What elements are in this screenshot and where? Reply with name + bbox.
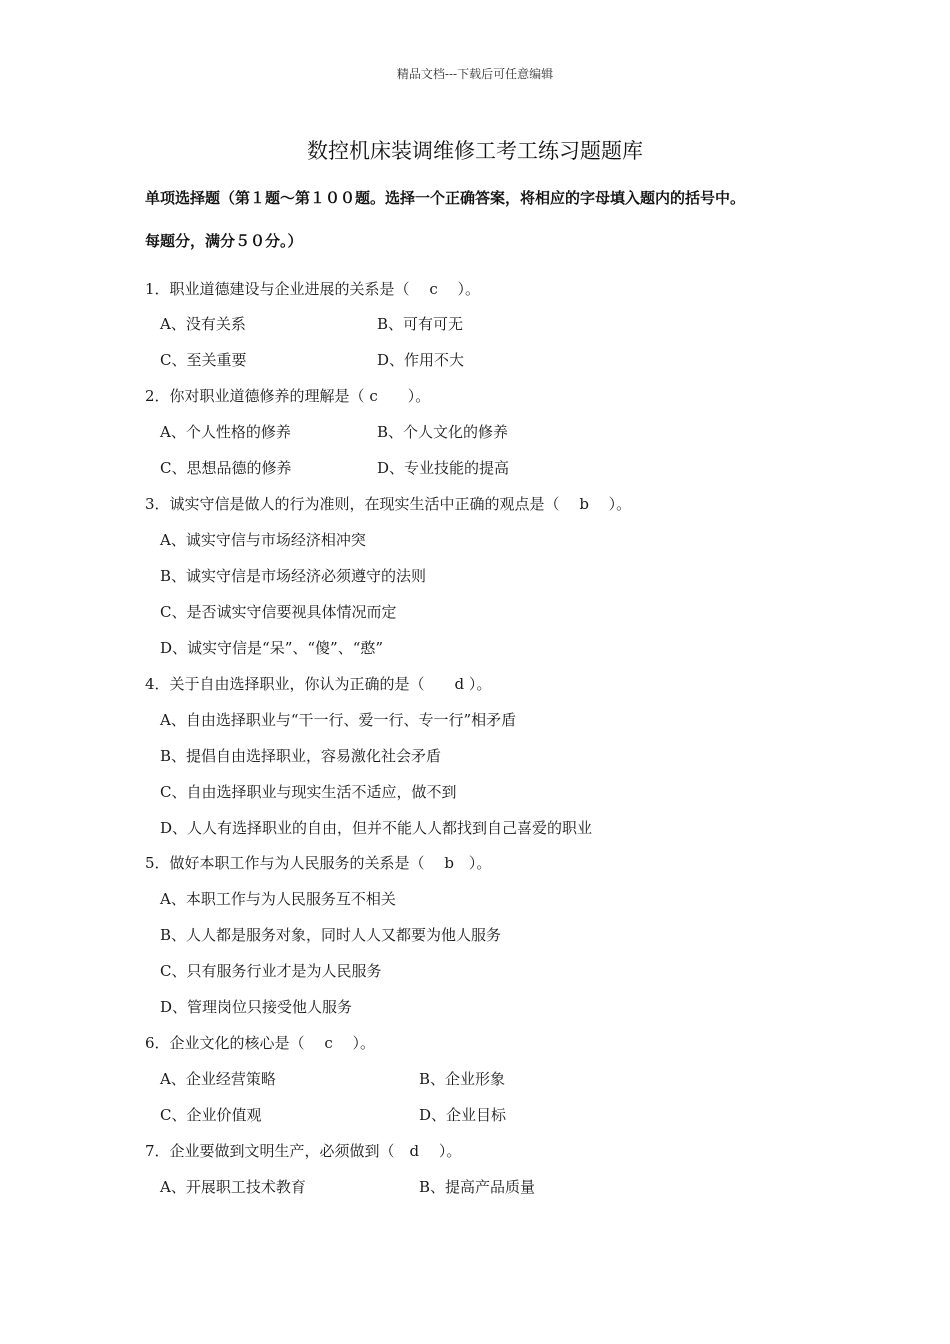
question-3-option-b: B、诚实守信是市场经济必须遵守的法则 (160, 567, 427, 585)
question-7-stem: 7．企业要做到文明生产，必须做到（ d ）。 (145, 1142, 462, 1160)
question-5-option-d: D、管理岗位只接受他人服务 (160, 998, 353, 1016)
question-6-stem: 6．企业文化的核心是（ c ）。 (145, 1034, 375, 1052)
question-6-option-a: A、企业经营策略 (160, 1070, 276, 1088)
question-1-option-a: A、没有关系 (160, 315, 246, 333)
question-6-option-b: B、企业形象 (419, 1070, 506, 1088)
question-2-option-b: B、个人文化的修养 (377, 423, 509, 441)
question-5-stem: 5．做好本职工作与为人民服务的关系是（ b ）。 (145, 854, 492, 872)
question-1-stem: 1．职业道德建设与企业进展的关系是（ c ）。 (145, 280, 480, 298)
question-1-option-c: C、至关重要 (160, 351, 247, 369)
question-1-option-d: D、作用不大 (377, 351, 465, 369)
question-3-option-a: A、诚实守信与市场经济相冲突 (160, 531, 366, 549)
question-4-stem: 4．关于自由选择职业，你认为正确的是（ d ）。 (145, 675, 492, 693)
question-3-option-d: D、诚实守信是“呆”、“傻”、“憨” (160, 639, 384, 657)
section-instructions-line-2: 每题分，满分５０分。） (145, 232, 303, 250)
question-5-option-c: C、只有服务行业才是为人民服务 (160, 962, 382, 980)
question-2-stem: 2．你对职业道德修养的理解是（ c ）。 (145, 387, 431, 405)
question-1-option-b: B、可有可无 (377, 315, 464, 333)
question-7-option-a: A、开展职工技术教育 (160, 1178, 306, 1196)
question-4-option-b: B、提倡自由选择职业，容易激化社会矛盾 (160, 747, 442, 765)
question-4-option-d: D、人人有选择职业的自由，但并不能人人都找到自己喜爱的职业 (160, 819, 593, 837)
question-6-option-d: D、企业目标 (419, 1106, 507, 1124)
question-2-option-d: D、专业技能的提高 (377, 459, 510, 477)
question-4-option-c: C、自由选择职业与现实生活不适应，做不到 (160, 783, 457, 801)
question-6-option-c: C、企业价值观 (160, 1106, 262, 1124)
section-instructions-line-1: 单项选择题（第１题～第１００题。选择一个正确答案，将相应的字母填入题内的括号中。 (145, 189, 746, 207)
question-4-option-a: A、自由选择职业与“干一行、爱一行、专一行”相矛盾 (160, 711, 517, 729)
question-2-option-a: A、个人性格的修养 (160, 423, 291, 441)
question-3-option-c: C、是否诚实守信要视具体情况而定 (160, 603, 397, 621)
question-3-stem: 3．诚实守信是做人的行为准则，在现实生活中正确的观点是（ b ）。 (145, 495, 632, 513)
question-5-option-a: A、本职工作与为人民服务互不相关 (160, 890, 396, 908)
question-7-option-b: B、提高产品质量 (419, 1178, 536, 1196)
page-header: 精品文档---下载后可任意编辑 (396, 67, 554, 81)
question-5-option-b: B、人人都是服务对象，同时人人又都要为他人服务 (160, 926, 502, 944)
page-title: 数控机床装调维修工考工练习题题库 (307, 139, 643, 163)
question-2-option-c: C、思想品德的修养 (160, 459, 292, 477)
